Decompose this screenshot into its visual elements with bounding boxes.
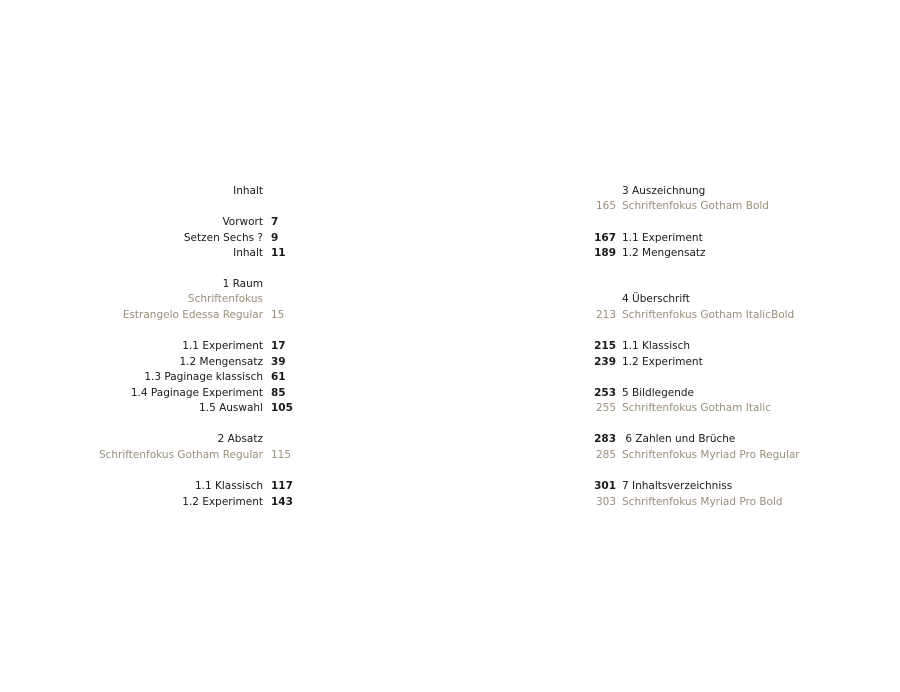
font-focus-label: Schriftenfokus Gotham Regular <box>98 449 263 461</box>
font-focus-row[interactable] <box>450 401 900 416</box>
toc-row[interactable] <box>0 231 450 246</box>
font-focus-page-number: 285 <box>595 449 616 461</box>
toc-row[interactable] <box>0 386 450 401</box>
toc-label: 1.2 Experiment <box>622 356 703 368</box>
toc-label: 1.1 Experiment <box>182 340 263 352</box>
toc-heading: Inhalt <box>233 185 263 197</box>
toc-page-number: 189 <box>594 247 616 259</box>
toc-label: 1.3 Paginage klassisch <box>144 371 263 383</box>
toc-row[interactable] <box>450 246 900 261</box>
toc-page-number: 239 <box>594 356 616 368</box>
font-focus-row[interactable] <box>450 308 900 323</box>
toc-page-number: 39 <box>271 356 286 368</box>
font-focus-page-number: 115 <box>271 449 292 461</box>
toc-label: Vorwort <box>222 216 263 228</box>
font-focus-row[interactable] <box>450 495 900 510</box>
toc-heading-row <box>0 184 450 199</box>
toc-label: Inhalt <box>233 247 263 259</box>
toc-row[interactable] <box>450 339 900 354</box>
toc-row[interactable] <box>0 495 450 510</box>
font-focus-row[interactable] <box>0 308 450 323</box>
font-focus-row[interactable] <box>450 199 900 214</box>
toc-page-number: 167 <box>594 232 616 244</box>
chapter-page-number: 253 <box>594 387 616 399</box>
chapter-title: 2 Absatz <box>217 433 263 445</box>
chapter-title-row[interactable] <box>450 386 900 401</box>
toc-page-number: 143 <box>271 496 293 508</box>
chapter-title: 5 Bildlegende <box>622 387 695 399</box>
toc-page-number: 117 <box>271 480 293 492</box>
font-focus-row[interactable] <box>0 448 450 463</box>
toc-page-number: 105 <box>271 402 293 414</box>
font-focus-label: Schriftenfokus Gotham Italic <box>622 402 771 414</box>
toc-row[interactable] <box>0 246 450 261</box>
chapter-title: 7 Inhaltsverzeichniss <box>622 480 733 492</box>
toc-page-number: 11 <box>271 247 286 259</box>
toc-label: Setzen Sechs ? <box>183 232 263 244</box>
toc-label: 1.2 Mengensatz <box>622 247 706 259</box>
toc-row[interactable] <box>0 401 450 416</box>
toc-label: 1.1 Klassisch <box>622 340 691 352</box>
toc-label: 1.2 Mengensatz <box>179 356 263 368</box>
toc-page-number: 9 <box>271 232 279 244</box>
chapter-title-row[interactable] <box>450 479 900 494</box>
toc-row[interactable] <box>0 355 450 370</box>
toc-row[interactable] <box>450 355 900 370</box>
toc-row[interactable] <box>0 370 450 385</box>
font-focus-label: Schriftenfokus Gotham Bold <box>622 200 769 212</box>
chapter-title: 1 Raum <box>222 278 263 290</box>
chapter-page-number: 283 <box>594 433 616 445</box>
toc-label: 1.4 Paginage Experiment <box>130 387 263 399</box>
font-focus-label: Schriftenfokus Gotham ItalicBold <box>622 309 795 321</box>
toc-label: 1.1 Klassisch <box>194 480 263 492</box>
toc-label: 1.5 Auswahl <box>199 402 263 414</box>
toc-label: 1.2 Experiment <box>182 496 263 508</box>
font-focus-label: Schriftenfokus <box>187 293 263 305</box>
toc-label: 1.1 Experiment <box>622 232 703 244</box>
chapter-title-row[interactable] <box>0 277 450 292</box>
toc-page-number: 61 <box>271 371 286 383</box>
toc-page-number: 85 <box>271 387 286 399</box>
chapter-title-row[interactable] <box>0 432 450 447</box>
chapter-page-number: 301 <box>594 480 616 492</box>
chapter-title: 6 Zahlen und Brüche <box>622 433 736 445</box>
font-focus-label: Estrangelo Edessa Regular <box>122 309 263 321</box>
toc-row[interactable] <box>450 231 900 246</box>
right-page <box>450 0 900 692</box>
font-focus-label: Schriftenfokus Myriad Pro Bold <box>622 496 783 508</box>
chapter-title-row[interactable] <box>450 432 900 447</box>
font-focus-page-number: 165 <box>595 200 616 212</box>
toc-row[interactable] <box>0 339 450 354</box>
chapter-title: 3 Auszeichnung <box>622 185 706 197</box>
toc-row[interactable] <box>0 479 450 494</box>
toc-page-number: 215 <box>594 340 616 352</box>
chapter-title-row[interactable] <box>450 292 900 307</box>
font-focus-page-number: 15 <box>271 309 285 321</box>
font-focus-page-number: 303 <box>595 496 616 508</box>
toc-page-number: 7 <box>271 216 279 228</box>
font-focus-page-number: 255 <box>595 402 616 414</box>
chapter-title: 4 Überschrift <box>622 293 690 305</box>
font-focus-row[interactable] <box>450 448 900 463</box>
font-focus-row <box>0 292 450 307</box>
chapter-title-row[interactable] <box>450 184 900 199</box>
font-focus-page-number: 213 <box>595 309 616 321</box>
font-focus-label: Schriftenfokus Myriad Pro Regular <box>622 449 800 461</box>
toc-page-number: 17 <box>271 340 286 352</box>
toc-row[interactable] <box>0 215 450 230</box>
